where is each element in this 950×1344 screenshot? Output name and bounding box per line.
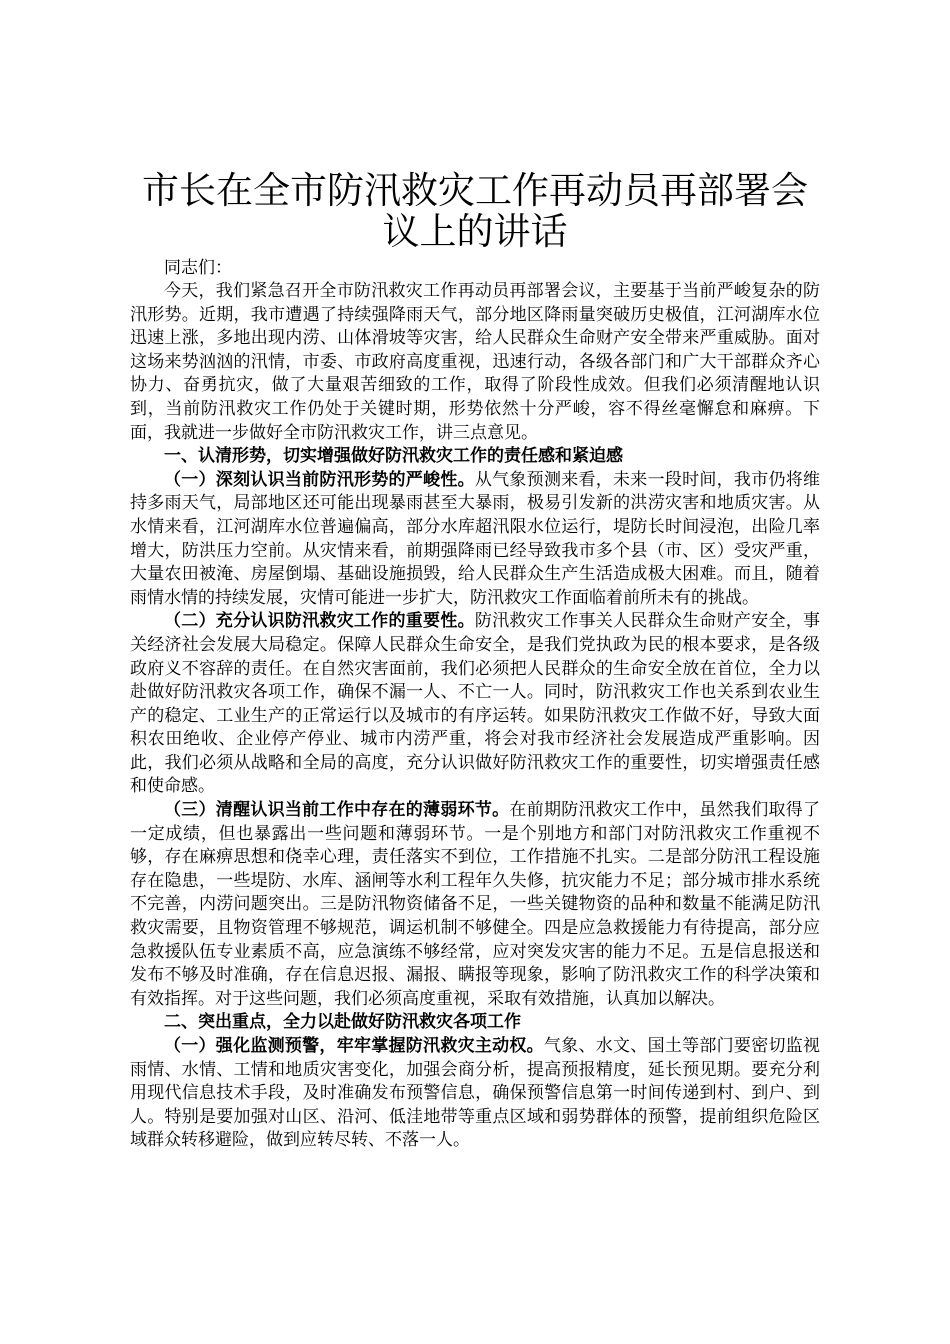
section-2-heading: 二、突出重点，全力以赴做好防汛救灾各项工作	[164, 1012, 521, 1033]
intro-paragraph: 今天，我们紧急召开全市防汛救灾工作再动员再部署会议，主要基于当前严峻复杂的防汛形势。近期，我市遭遇了持续强降雨天气，部分地区降雨量突破历史极值，江河湖库水位迅速上涨，多地出现内涝、山体滑坡等灾害，给人民群众生命财产安全带来严重威胁。面对这场来势汹汹的汛情，市委、市政府高度重视，迅速行动，各级各部门和广大干部群众齐心协力、奋勇抗灾，做了大量艰苦细致的工作，取得了阶段性成效。但我们必须清醒地认识到，当前防汛救灾工作仍处于关键时期，形势依然十分严峻，容不得丝毫懈怠和麻痹。下面，我就进一步做好全市防汛救灾工作，讲三点意见。	[130, 281, 820, 443]
section-1-paragraph-1-text: 从气象预测来看，未来一段时间，我市仍将维持多雨天气，局部地区还可能出现暴雨甚至大暴雨，极易引发新的洪涝灾害和地质灾害。从水情来看，江河湖库水位普遍偏高，部分水库超汛限水位运行，堤防长时间浸泡，出险几率增大，防洪压力空前。从灾情来看，前期强降雨已经导致我市多个县（市、区）受灾严重，大量农田被淹、房屋倒塌、基础设施损毁，给人民群众生产生活造成极大困难。而且，随着雨情水情的持续发展，灾情可能进一步扩大，防汛救灾工作面临着前所未有的挑战。	[130, 469, 821, 608]
section-1-paragraph-2-lead: （二）充分认识防汛救灾工作的重要性。	[164, 611, 475, 632]
section-1-heading: 一、认清形势，切实增强做好防汛救灾工作的责任感和紧迫感	[164, 446, 623, 467]
section-1-paragraph-2	[130, 610, 820, 799]
section-1-paragraph-3-lead: （三）清醒认识当前工作中存在的薄弱环节。	[164, 800, 510, 821]
section-2-paragraph-1	[130, 1035, 820, 1153]
section-1-paragraph-2-text: 防汛救灾工作事关人民群众生命财产安全，事关经济社会发展大局稳定。保障人民群众生命安全，是我们党执政为民的根本要求，是各级政府义不容辞的责任。在自然灾害面前，我们必须把人民群众的生命安全放在首位，全力以赴做好防汛救灾各项工作，确保不漏一人、不亡一人。同时，防汛救灾工作也关系到农业生产的稳定、工业生产的正常运行以及城市的有序运转。如果防汛救灾工作做不好，导致大面积农田绝收、企业停产停业、城市内涝严重，将会对我市经济社会发展造成严重影响。因此，我们必须从战略和全局的高度，充分认识做好防汛救灾工作的重要性，切实增强责任感和使命感。	[130, 611, 821, 797]
section-1-paragraph-1	[130, 469, 820, 611]
document-body	[130, 170, 820, 1153]
salutation: 同志们：	[164, 258, 232, 278]
section-2-paragraph-1-text: 气象、水文、国土等部门要密切监视雨情、水情、工情和地质灾害变化，加强会商分析，提高预报精度，延长预见期。要充分利用现代信息技术手段，及时准确发布预警信息，确保预警信息第一时间传递到村、到户、到人。特别是要加强对山区、沿河、低洼地带等重点区域和弱势群体的预警，提前组织危险区域群众转移避险，做到应转尽转、不落一人。	[130, 1036, 821, 1151]
document-title: 市长在全市防汛救灾工作再动员再部署会议上的讲话	[142, 169, 808, 253]
section-1-paragraph-3-text: 在前期防汛救灾工作中，虽然我们取得了一定成绩，但也暴露出一些问题和薄弱环节。一是个别地方和部门对防汛救灾工作重视不够，存在麻痹思想和侥幸心理，责任落实不到位，工作措施不扎实。二是部分防汛工程设施存在隐患，一些堤防、水库、涵闸等水利工程年久失修，抗灾能力不足；部分城市排水系统不完善，内涝问题突出。三是防汛物资储备不足，一些关键物资的品种和数量不能满足防汛救灾需要，且物资管理不够规范，调运机制不够健全。四是应急救援能力有待提高，部分应急救援队伍专业素质不高，应急演练不够经常，应对突发灾害的能力不足。五是信息报送和发布不够及时准确，存在信息迟报、漏报、瞒报等现象，影响了防汛救灾工作的科学决策和有效指挥。对于这些问题，我们必须高度重视，采取有效措施，认真加以解决。	[130, 800, 821, 1009]
section-1-paragraph-1-lead: （一）深刻认识当前防汛形势的严峻性。	[164, 469, 475, 490]
section-1-paragraph-3	[130, 799, 820, 1011]
section-2-paragraph-1-lead: （一）强化监测预警，牢牢掌握防汛救灾主动权。	[164, 1036, 544, 1056]
